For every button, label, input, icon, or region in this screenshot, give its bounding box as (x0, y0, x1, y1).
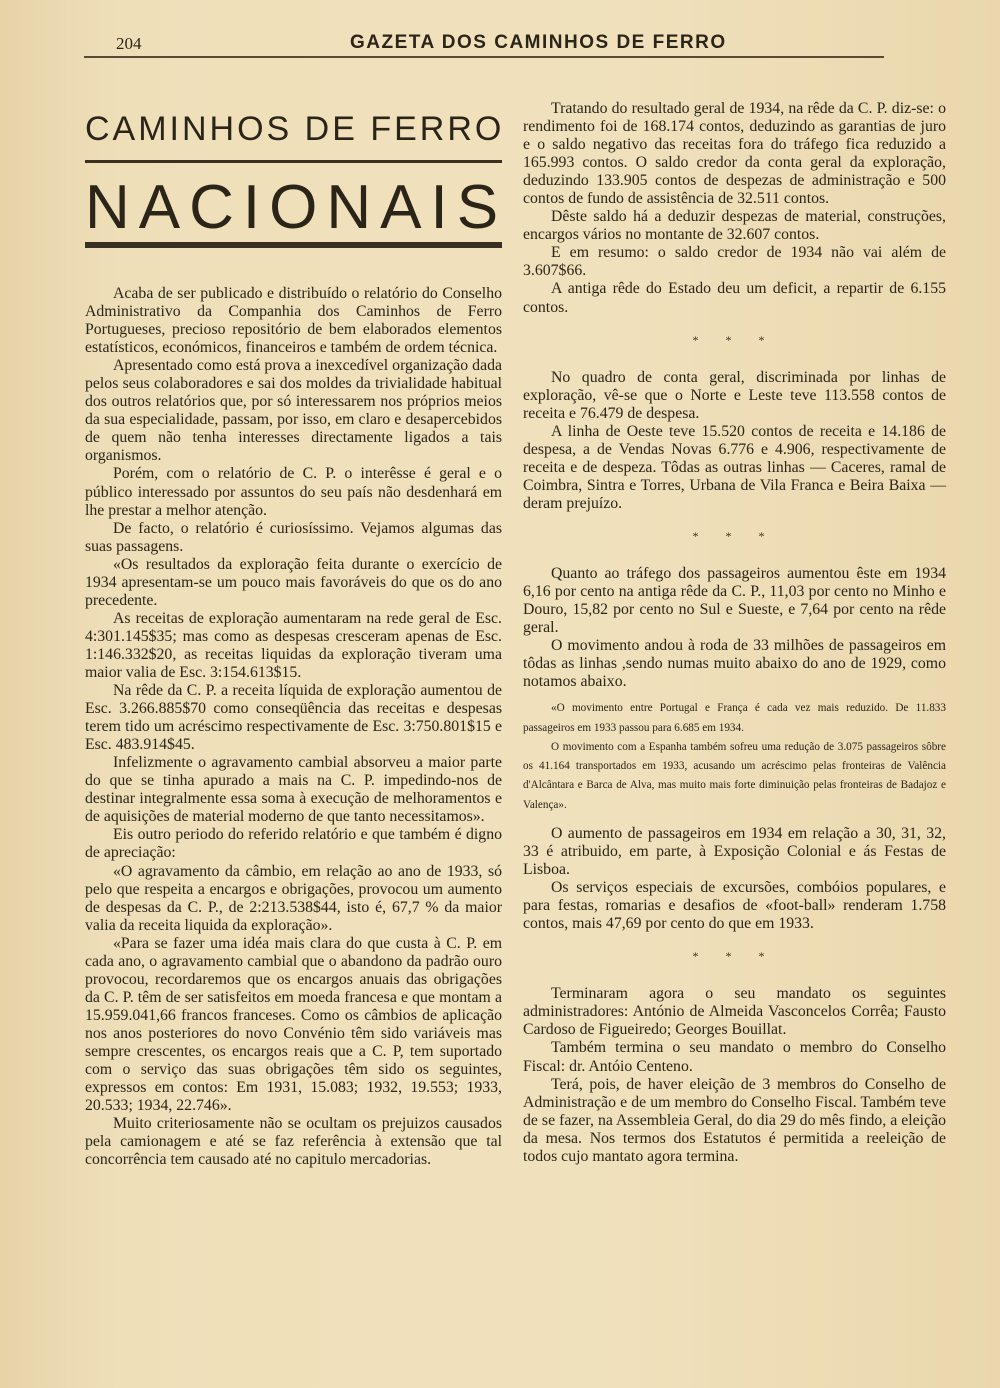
paragraph: Quanto ao tráfego dos passageiros aumentou êste em 1934 6,16 por cento na antiga rêde da C. P., 11,03 por cento no Minho e Douro, 15,82 por cento no Sul e Sueste, e 7,64 por cento na rêde geral. (523, 564, 946, 637)
article-title-main: NACIONAIS (85, 173, 508, 242)
paragraph: As receitas de exploração aumentaram na rede geral de Esc. 4:301.145$35; mas como as despesas cresceram apenas de Esc. 1:146.332$20, as receitas liquidas da exploração tiveram uma maior valia de Esc. 3:154.613$15. (85, 609, 502, 681)
title-rule (85, 160, 502, 163)
paragraph: De facto, o relatório é curiosíssimo. Vejamos algumas das suas passagens. (85, 519, 502, 555)
paragraph: «Os resultados da exploração feita durante o exercício de 1934 apresentam-se um pouco mais favoráveis do que os do ano precedente. (85, 555, 502, 609)
paragraph: Eis outro periodo do referido relatório e que também é digno de apreciação: (85, 826, 502, 862)
quote-paragraph: «O movimento entre Portugal e França é cada vez mais reduzido. De 11.833 passageiros em 1933 passou para 6.685 em 1934. (523, 702, 946, 734)
paragraph: Os serviços especiais de excursões, combóios populares, e para festas, romarias e desafios de «foot-ball» renderam 1.758 contos, mais 47,69 por cento do que em 1933. (523, 879, 946, 933)
paragraph: A linha de Oeste teve 15.520 contos de receita e 14.186 de despesa, a de Vendas Novas 6.776 e 4.906, respectivamente de receita e de despeza. Tôdas as outras linhas — Caceres, ramal de Coimbra, Sintra e Torres, Urbana de Vila Franca e Beira Baixa — deram prejuízo. (523, 422, 946, 512)
section-separator: * * * (692, 332, 777, 347)
paragraph: Terminaram agora o seu mandato os seguintes administradores: António de Almeida Vasconcelos Corrêa; Fausto Cardoso de Figueiredo; Georges Bouillat. (523, 985, 946, 1039)
paragraph: «O agravamento da câmbio, em relação ao ano de 1933, só pelo que respeita a encargos e obrigações, provocou um aumento de despesas da C. P., de 2:213.538$44, isto é, 67,7 % da maior valia da receita liquida da exploração». (85, 862, 502, 934)
paragraph: Tratando do resultado geral de 1934, na rêde da C. P. diz-se: o rendimento foi de 168.174 contos, deduzindo as garantias de juro e o saldo negativo das receitas fora do tráfego fica reduzido a 165.993 contos. O saldo credor da conta geral da exploração, deduzindo 133.905 contos de despezas de administração e 500 contos de fundo de assistência de 32.511 contos. (523, 100, 946, 208)
article-title-block (85, 110, 508, 285)
paragraph: «Para se fazer uma idéa mais clara do que custa à C. P. em cada ano, o agravamento cambial que o abandono da padrão ouro provocou, recordaremos que os encargos anuais das obrigações da C. P. têm de ser satisfeitos em moeda francesa e que montam a 15.959.041,66 francos franceses. Como os câmbios de aplicação nos anos posteriores do novo Convénio têm sido variáveis mas sempre crescentes, os encargos reais que a C. P, tem suportado com o serviço das suas obrigações têm sido os seguintes, expressos em contos: Em 1931, 15.083; 1932, 19.553; 1933, 20.533; 1934, 22.746». (85, 934, 502, 1115)
left-article-body (85, 285, 502, 1169)
paragraph: Porém, com o relatório de C. P. o interêsse é geral e o público interessado por assuntos do seu país não desdenhará em lhe prestar a melhor atenção. (85, 465, 502, 519)
paragraph: Também termina o seu mandato o membro do Conselho Fiscal: dr. Antóio Centeno. (523, 1039, 946, 1075)
section-separator: * * * (692, 949, 777, 964)
results-section (523, 100, 946, 317)
paragraph: O movimento andou à roda de 33 milhões de passageiros em tôdas as linhas ,sendo numas muito abaixo do ano de 1929, como notamos abaixo. (523, 637, 946, 691)
title-rule-thick (85, 242, 502, 248)
paragraph: Apresentado como está prova a inexcedível organização dada pelos seus colaboradores e sai dos moldes da trivialidade habitual dos outros relatórios que, por só interessarem nos próprios meios da sua especialidade, passam, por isso, em claro e desapercebidos de quem não tenha interesses directamente ligados a tais organismos. (85, 357, 502, 465)
administration-section (523, 985, 946, 1165)
page-number: 204 (116, 34, 142, 53)
page-header (80, 30, 980, 54)
quoted-excerpt (523, 699, 946, 815)
paragraph: Muito criteriosamente não se ocultam os prejuizos causados pela camionagem e até se faz referência à extensão que tal concorrência tem causado até no capitulo mercadorias. (85, 1115, 502, 1169)
excursions-section (523, 825, 946, 933)
section-separator: * * * (692, 528, 777, 543)
paragraph: O aumento de passageiros em 1934 em relação a 30, 31, 32, 33 é atribuido, em parte, à Exposição Colonial e ás Festas de Lisboa. (523, 825, 946, 879)
paragraph: A antiga rêde do Estado deu um deficit, a repartir de 6.155 contos. (523, 280, 946, 316)
quote-paragraph: O movimento com a Espanha também sofreu uma redução de 3.075 passageiros sôbre os 41.164 transportados em 1933, acusando um acréscimo pelas fronteiras de Valência d'Alcântara e Barca de Alva, mas muito mais forte diminuição pelas fronteiras de Badajoz e Valença». (523, 740, 946, 811)
paragraph: Na rêde da C. P. a receita líquida de exploração aumentou de Esc. 3.266.885$70 como conseqüência das receitas e despesas terem tido um acréscimo respectivamente de Esc. 3:750.801$15 e Esc. 483.914$45. (85, 682, 502, 754)
right-column (523, 100, 946, 1166)
article-title-top: CAMINHOS DE FERRO (85, 110, 505, 148)
running-title: GAZETA DOS CAMINHOS DE FERRO (350, 32, 727, 53)
passengers-section (523, 565, 946, 691)
paragraph: Acaba de ser publicado e distribuído o relatório do Conselho Administrativo da Companhia dos Caminhos de Ferro Portugueses, precioso repositório de bem elaborados elementos estatísticos, económicos, financeiros e também de ordem técnica. (85, 285, 502, 357)
paragraph: Dêste saldo há a deduzir despezas de material, construções, encargos vários no montante de 32.607 contos. (523, 208, 946, 244)
paragraph: Terá, pois, de haver eleição de 3 membros do Conselho de Administração e de um membro do Conselho Fiscal. Também teve de se fazer, na Assembleia Geral, do dia 29 do mês findo, a eleição da mesa. Nos termos dos Estatutos é permitida a reeleição de todos cujo mantato agora termina. (523, 1075, 946, 1165)
paragraph: Infelizmente o agravamento cambial absorveu a maior parte do que se tinha apurado a mais na C. P. impedindo-nos de destinar integralmente essa soma à execução de melhoramentos e de aquisições de material moderno de que tanto necessitamos». (85, 754, 502, 826)
paragraph: E em resumo: o saldo credor de 1934 não vai além de 3.607$66. (523, 244, 946, 280)
paragraph: No quadro de conta geral, discriminada por linhas de exploração, vê-se que o Norte e Leste teve 113.558 contos de receita e 76.479 de despesa. (523, 368, 946, 422)
header-rule (84, 56, 884, 58)
left-column (85, 110, 508, 1169)
lines-section (523, 369, 946, 513)
